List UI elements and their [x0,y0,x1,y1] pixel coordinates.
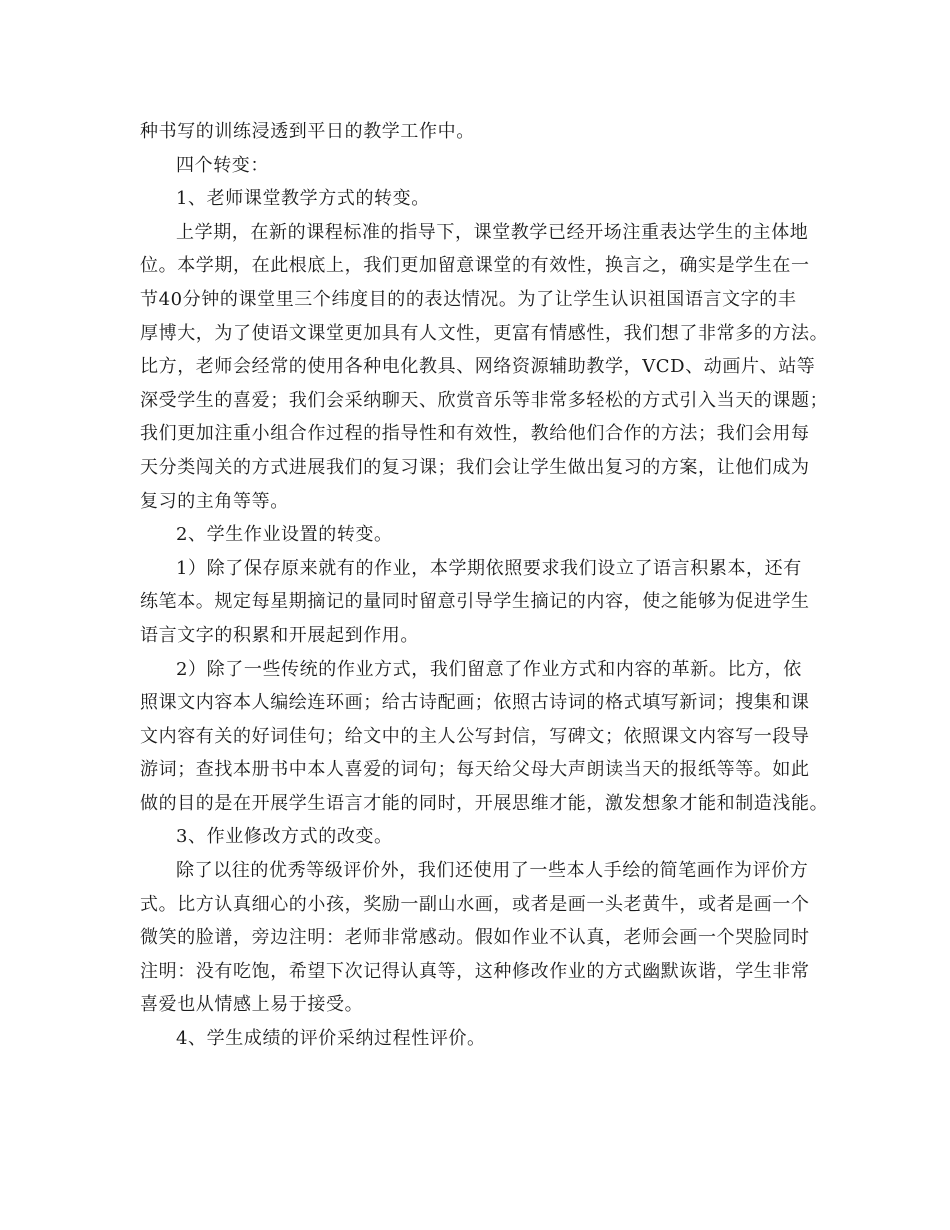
text-line-18: 照课文内容本人编绘连环画；给古诗配画；依照古诗词的格式填写新词；搜集和课 [140,692,810,714]
section-heading-3: 3、作业修改方式的改变。 [176,826,393,848]
text-line-21: 做的目的是在开展学生语言才能的同时，开展思维才能，激发想象才能和制造浅能。 [140,792,829,814]
section-heading-4: 4、学生成绩的评价采纳过程性评价。 [176,1028,486,1050]
text-line-16: 语言文字的积累和开展起到作用。 [140,624,419,646]
section-heading-2: 2、学生作业设置的转变。 [176,524,393,546]
text-line-10: 我们更加注重小组合作过程的指导性和有效性，教给他们合作的方法；我们会用每 [140,423,810,445]
text-line-11: 天分类闯关的方式进展我们的复习课；我们会让学生做出复习的方案，让他们成为 [140,456,810,478]
text-line-23: 除了以往的优秀等级评价外，我们还使用了一些本人手绘的简笔画作为评价方 [176,860,809,882]
text-line-8: 比方，老师会经常的使用各种电化教具、网络资源辅助教学，VCD、动画片、站等 [140,356,816,378]
text-line-20: 游词；查找本册书中本人喜爱的词句；每天给父母大声朗读当天的报纸等等。如此 [140,759,810,781]
text-line-5: 位。本学期，在此根底上，我们更加留意课堂的有效性，换言之，确实是学生在一 [140,255,810,277]
text-line-17: 2）除了一些传统的作业方式，我们留意了作业方式和内容的革新。比方，依 [176,658,802,680]
text-line-27: 喜爱也从情感上易于接受。 [140,994,364,1016]
text-line-12: 复习的主角等等。 [140,490,289,512]
text-line-9: 深受学生的喜爱；我们会采纳聊天、欣赏音乐等非常多轻松的方式引入当天的课题； [140,389,829,411]
text-line-7: 厚博大，为了使语文课堂更加具有人文性，更富有情感性，我们想了非常多的方法。 [140,322,829,344]
section-heading-1: 1、老师课堂教学方式的转变。 [176,188,430,210]
text-line-25: 微笑的脸谱，旁边注明：老师非常感动。假如作业不认真，老师会画一个哭脸同时 [140,927,810,949]
text-line-26: 注明：没有吃饱，希望下次记得认真等，这种修改作业的方式幽默诙谐，学生非常 [140,960,810,982]
document-body [140,115,829,1056]
text-line-15: 练笔本。规定每星期摘记的量同时留意引导学生摘记的内容，使之能够为促进学生 [140,591,810,613]
text-line-6: 节40分钟的课堂里三个纬度目的的表达情况。为了让学生认识祖国语言文字的丰 [140,288,797,310]
text-line-1: 种书写的训练浸透到平日的教学工作中。 [140,121,475,142]
text-line-14: 1）除了保存原来就有的作业，本学期依照要求我们设立了语言积累本，还有 [176,557,802,579]
text-line-24: 式。比方认真细心的小孩，奖励一副山水画，或者是画一头老黄牛，或者是画一个 [140,893,810,915]
text-line-19: 文内容有关的好词佳句；给文中的主人公写封信，写碑文；依照课文内容写一段导 [140,725,810,747]
text-line-2: 四个转变： [176,154,269,176]
text-line-4: 上学期，在新的课程标准的指导下，课堂教学已经开场注重表达学生的主体地 [176,221,809,243]
